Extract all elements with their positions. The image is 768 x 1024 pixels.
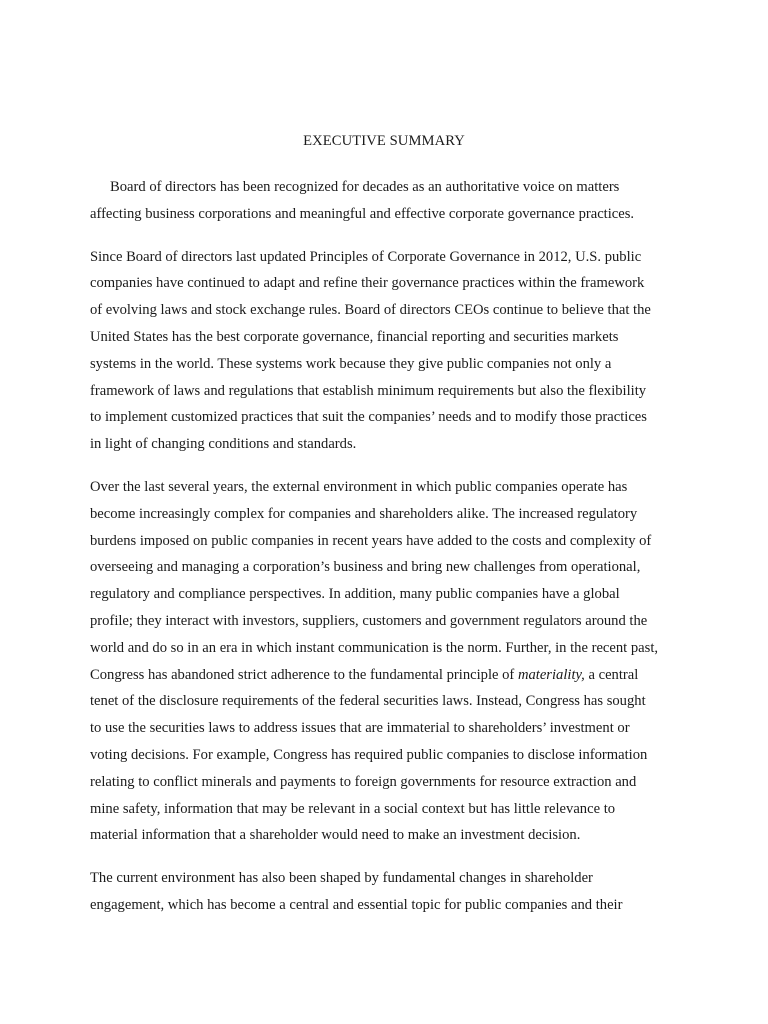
- text-line: companies have continued to adapt and refine their governance practices within the framework: [90, 275, 645, 292]
- text-line: framework of laws and regulations that establish minimum requirements but also the flexibility: [90, 382, 647, 399]
- text-line: [90, 662, 690, 689]
- text-line: of evolving laws and stock exchange rules. Board of directors CEOs continue to believe that the: [90, 302, 651, 319]
- text-segment: Congress has abandoned strict adherence to the fundamental principle of: [90, 666, 518, 683]
- text-line: Board of directors has been recognized for decades as an authoritative voice on matters: [110, 179, 620, 195]
- text-line: relating to conflict minerals and payments to foreign governments for resource extraction and: [90, 773, 637, 790]
- italic-term: materiality,: [517, 666, 585, 683]
- text-line: overseeing and managing a corporation’s business and bring new challenges from operational,: [90, 559, 641, 576]
- text-line: to implement customized practices that suit the companies’ needs and to modify those practices: [90, 409, 647, 426]
- document-title: EXECUTIVE SUMMARY: [303, 133, 465, 149]
- text-line: world and do so in an era in which instant communication is the norm. Further, in the recent past,: [90, 639, 659, 656]
- text-line: burdens imposed on public companies in recent years have added to the costs and complexity of: [90, 532, 652, 549]
- text-line: become increasingly complex for companies and shareholders alike. The increased regulatory: [90, 505, 638, 522]
- text-line: Since Board of directors last updated Principles of Corporate Governance in 2012, U.S. public: [90, 248, 642, 265]
- text-line: in light of changing conditions and standards.: [90, 436, 357, 453]
- text-line: tenet of the disclosure requirements of the federal securities laws. Instead, Congress has sought: [90, 693, 646, 710]
- text-line: material information that a shareholder would need to make an investment decision.: [90, 827, 581, 844]
- text-line: mine safety, information that may be relevant in a social context but has little relevance to: [90, 800, 616, 817]
- text-line: systems in the world. These systems work because they give public companies not only a: [90, 355, 612, 372]
- text-line: affecting business corporations and meaningful and effective corporate governance practices.: [90, 205, 635, 222]
- paragraph-3: [90, 474, 690, 849]
- text-line: to use the securities laws to address issues that are immaterial to shareholders’ investment or: [90, 720, 630, 737]
- paragraph-4: [90, 865, 690, 919]
- paragraph-2: [90, 244, 690, 458]
- document-body: [90, 174, 690, 935]
- paragraph-1: [90, 174, 690, 228]
- text-line: engagement, which has become a central and essential topic for public companies and their: [90, 896, 623, 913]
- text-line: profile; they interact with investors, suppliers, customers and government regulators around the: [90, 612, 648, 629]
- text-line: The current environment has also been shaped by fundamental changes in shareholder: [90, 870, 593, 887]
- text-line: United States has the best corporate governance, financial reporting and securities markets: [90, 328, 619, 345]
- text-line: voting decisions. For example, Congress has required public companies to disclose information: [90, 746, 648, 763]
- text-segment: a central: [584, 666, 639, 683]
- text-line: regulatory and compliance perspectives. In addition, many public companies have a global: [90, 586, 620, 603]
- text-line: Over the last several years, the external environment in which public companies operate has: [90, 478, 628, 495]
